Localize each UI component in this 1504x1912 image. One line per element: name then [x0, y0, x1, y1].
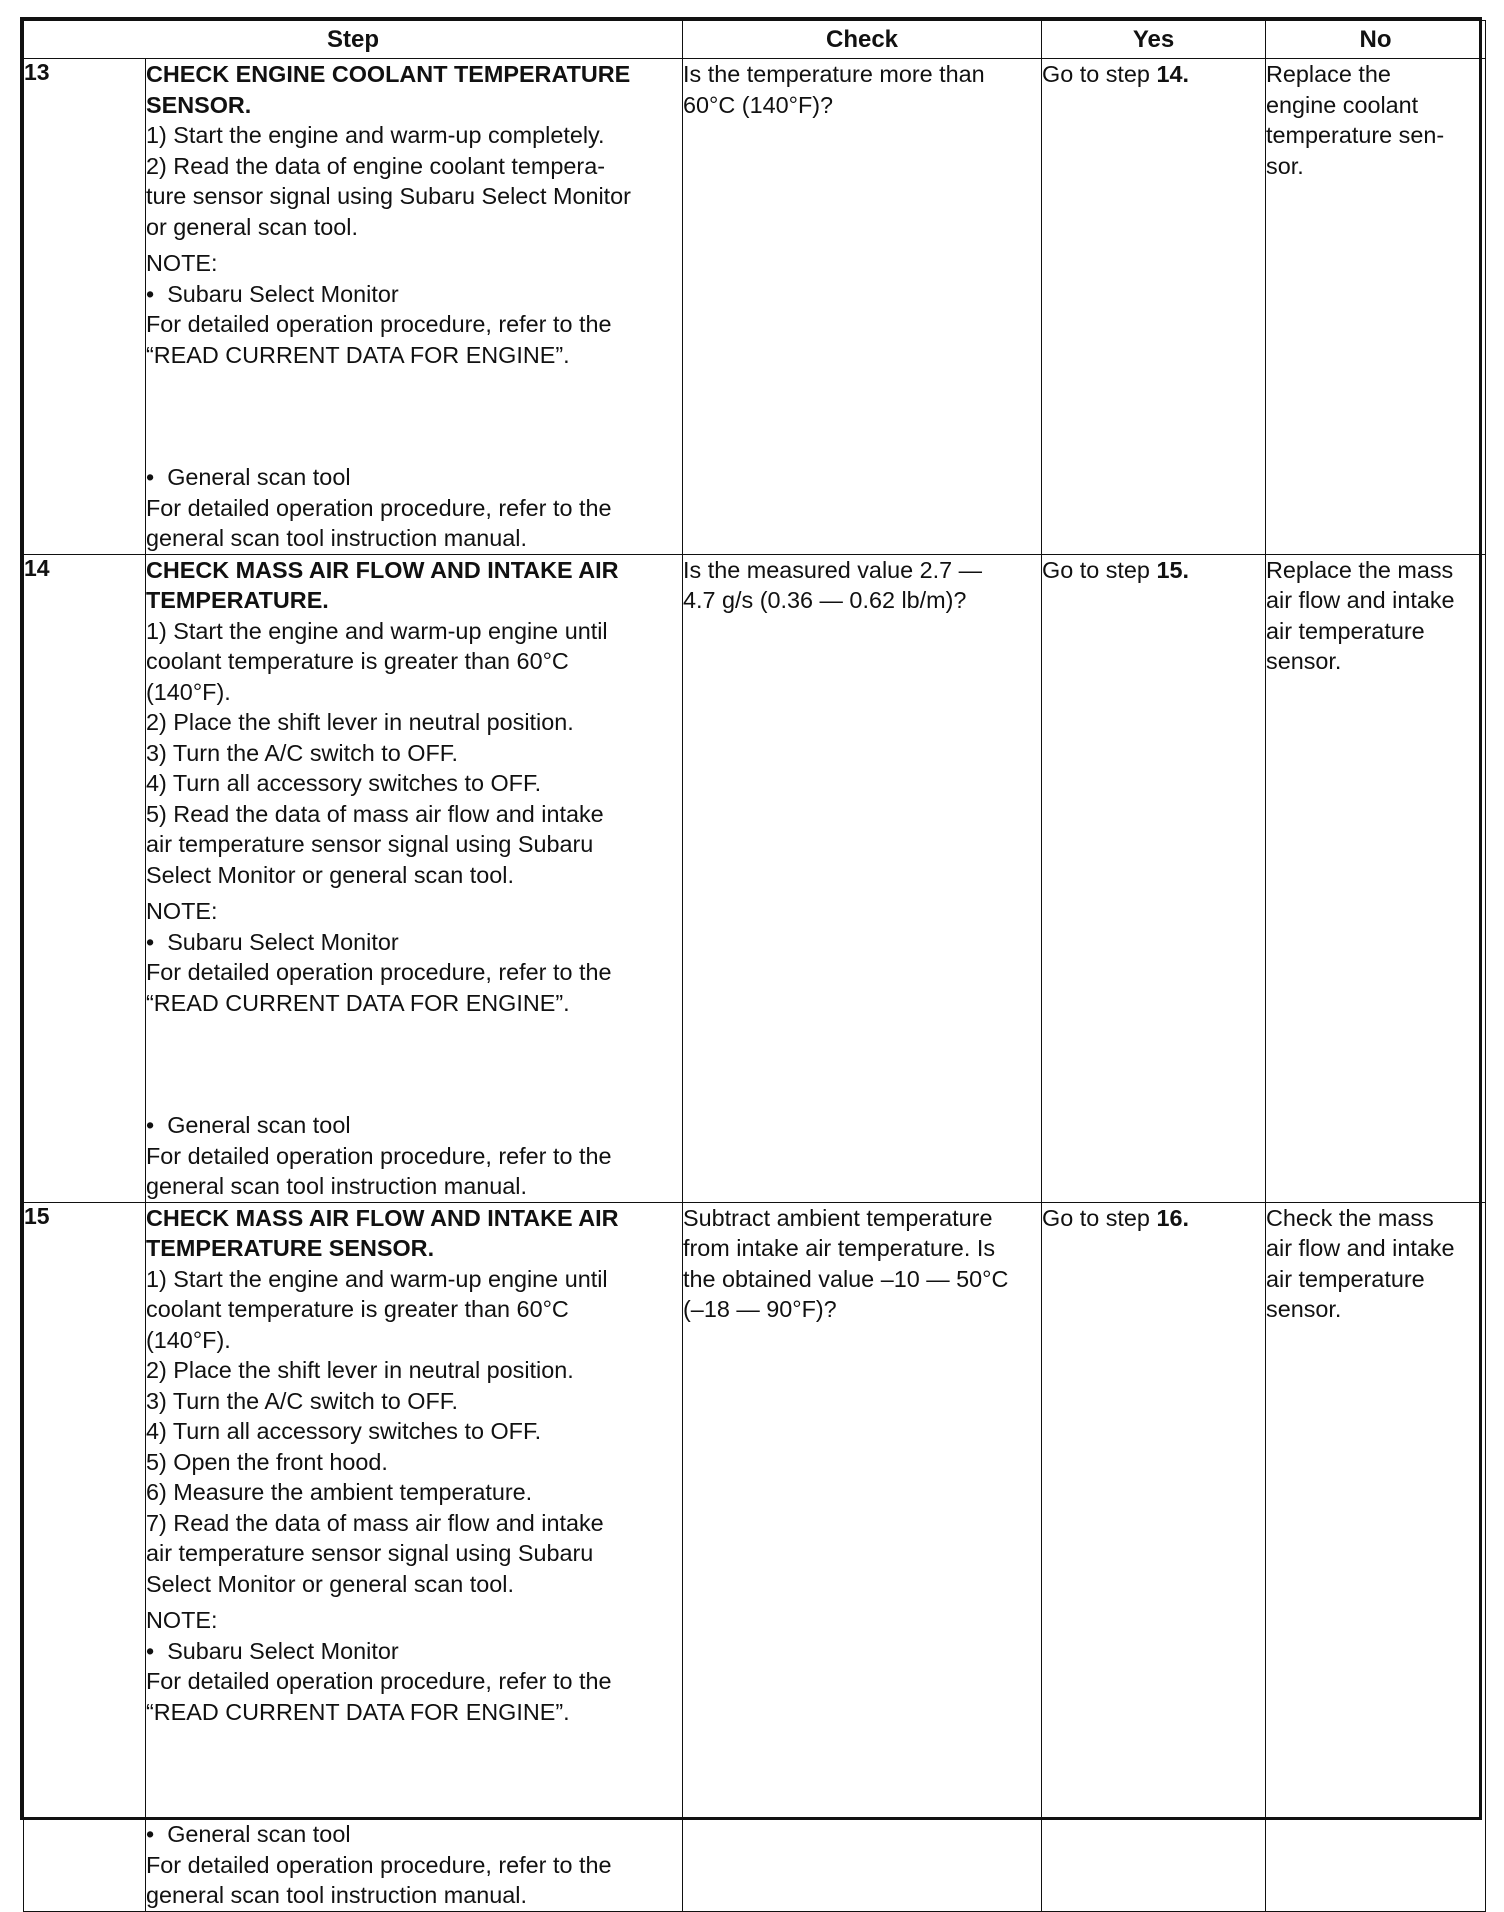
check-line: 60°C (140°F)? [683, 91, 834, 118]
instruction-line: ture sensor signal using Subaru Select Monitor [146, 183, 631, 209]
no-line: Replace the mass [1266, 556, 1454, 583]
check-cell [683, 1202, 1042, 1911]
step-title-line: CHECK MASS AIR FLOW AND INTAKE AIR [146, 1204, 619, 1231]
instruction-line: coolant temperature is greater than 60°C [146, 648, 569, 674]
instruction-line: Select Monitor or general scan tool. [146, 1570, 514, 1597]
header-yes: Yes [1042, 21, 1266, 59]
instruction-line: 4) Turn all accessory switches to OFF. [146, 770, 542, 796]
instruction-line: 2) Read the data of engine coolant tempera- [146, 152, 606, 179]
check-cell [683, 59, 1042, 555]
instruction-line: Select Monitor or general scan tool. [146, 861, 514, 888]
yes-text: Go to step [1042, 61, 1157, 87]
step-description [146, 1202, 683, 1911]
no-line: temperature sen- [1266, 122, 1445, 148]
yes-cell [1042, 1202, 1266, 1911]
table-row [24, 554, 1486, 1202]
header-check: Check [683, 21, 1042, 59]
no-line: Replace the [1266, 61, 1391, 87]
check-cell [683, 554, 1042, 1202]
instruction-line: or general scan tool. [146, 213, 358, 240]
note-label: NOTE: [146, 898, 218, 924]
instruction-line: (140°F). [146, 1326, 231, 1353]
instruction-line: 2) Place the shift lever in neutral position. [146, 1357, 574, 1383]
instruction-line: 4) Turn all accessory switches to OFF. [146, 1418, 542, 1444]
note-bullet: • General scan tool [146, 1110, 682, 1141]
note-text: For detailed operation procedure, refer to the [146, 959, 612, 985]
step-title-line: SENSOR. [146, 91, 252, 118]
step-number: 15 [24, 1202, 146, 1911]
instruction-line: 1) Start the engine and warm-up engine until [146, 1265, 608, 1292]
note-text: “READ CURRENT DATA FOR ENGINE”. [146, 989, 570, 1016]
diagnostic-page [20, 17, 1482, 1908]
no-cell [1266, 1202, 1486, 1911]
note-text: For detailed operation procedure, refer to the [146, 1851, 612, 1878]
step-title-line: CHECK ENGINE COOLANT TEMPERATURE [146, 61, 631, 87]
check-line: Subtract ambient temperature [683, 1204, 993, 1231]
note-bullet: • General scan tool [146, 462, 682, 493]
yes-text: Go to step [1042, 1204, 1157, 1231]
no-line: air temperature [1266, 617, 1425, 644]
check-line: from intake air temperature. Is [683, 1235, 996, 1261]
instruction-line: air temperature sensor signal using Subaru [146, 831, 594, 857]
step-title-line: TEMPERATURE. [146, 587, 329, 613]
step-title-line: CHECK MASS AIR FLOW AND INTAKE AIR [146, 556, 619, 583]
note-label: NOTE: [146, 250, 218, 276]
check-line: the obtained value –10 — 50°C [683, 1265, 1009, 1292]
instruction-line: 5) Open the front hood. [146, 1448, 388, 1475]
instruction-line: 6) Measure the ambient temperature. [146, 1479, 533, 1505]
note-text: “READ CURRENT DATA FOR ENGINE”. [146, 341, 570, 368]
note-bullet: • Subaru Select Monitor [146, 1636, 682, 1667]
no-line: air temperature [1266, 1265, 1425, 1292]
no-line: engine coolant [1266, 91, 1419, 118]
diagnostic-table [23, 20, 1486, 1912]
instruction-line: 1) Start the engine and warm-up engine until [146, 617, 608, 644]
note-text: “READ CURRENT DATA FOR ENGINE”. [146, 1698, 570, 1725]
instruction-line: 3) Turn the A/C switch to OFF. [146, 1387, 458, 1414]
table-header-row [24, 21, 1486, 59]
instruction-line: 1) Start the engine and warm-up completely. [146, 122, 605, 148]
step-description [146, 554, 683, 1202]
instruction-line: 2) Place the shift lever in neutral position. [146, 709, 574, 735]
yes-text: Go to step [1042, 556, 1157, 583]
check-line: 4.7 g/s (0.36 — 0.62 lb/m)? [683, 587, 967, 613]
instruction-line: 3) Turn the A/C switch to OFF. [146, 739, 458, 766]
check-line: Is the temperature more than [683, 61, 985, 87]
step-title-line: TEMPERATURE SENSOR. [146, 1235, 435, 1261]
note-text: For detailed operation procedure, refer to the [146, 311, 612, 337]
note-bullet: • Subaru Select Monitor [146, 927, 682, 958]
note-text: general scan tool instruction manual. [146, 1173, 527, 1199]
no-line: sensor. [1266, 648, 1342, 674]
yes-step-number: 15. [1156, 556, 1189, 583]
instruction-line: coolant temperature is greater than 60°C [146, 1296, 569, 1322]
yes-step-number: 16. [1156, 1204, 1189, 1231]
no-line: air flow and intake [1266, 587, 1455, 613]
note-text: general scan tool instruction manual. [146, 1882, 527, 1908]
step-number: 14 [24, 554, 146, 1202]
header-no: No [1266, 21, 1486, 59]
yes-cell [1042, 59, 1266, 555]
no-line: sensor. [1266, 1296, 1342, 1322]
no-line: air flow and intake [1266, 1235, 1455, 1261]
check-line: (–18 — 90°F)? [683, 1296, 837, 1322]
no-cell [1266, 554, 1486, 1202]
table-row [24, 1202, 1486, 1911]
no-line: Check the mass [1266, 1204, 1434, 1231]
note-text: For detailed operation procedure, refer to the [146, 1668, 612, 1694]
instruction-line: (140°F). [146, 678, 231, 705]
yes-step-number: 14. [1156, 61, 1189, 87]
no-cell [1266, 59, 1486, 555]
note-text: general scan tool instruction manual. [146, 525, 527, 551]
header-step: Step [24, 21, 683, 59]
no-line: sor. [1266, 152, 1304, 179]
instruction-line: 7) Read the data of mass air flow and intake [146, 1509, 604, 1536]
yes-cell [1042, 554, 1266, 1202]
instruction-line: 5) Read the data of mass air flow and intake [146, 800, 604, 827]
step-number: 13 [24, 59, 146, 555]
note-text: For detailed operation procedure, refer to the [146, 1142, 612, 1169]
note-text: For detailed operation procedure, refer to the [146, 494, 612, 521]
step-description [146, 59, 683, 555]
note-bullet: • Subaru Select Monitor [146, 279, 682, 310]
note-label: NOTE: [146, 1607, 218, 1633]
check-line: Is the measured value 2.7 — [683, 556, 983, 583]
note-bullet: • General scan tool [146, 1819, 682, 1850]
instruction-line: air temperature sensor signal using Subaru [146, 1540, 594, 1566]
table-row [24, 59, 1486, 555]
